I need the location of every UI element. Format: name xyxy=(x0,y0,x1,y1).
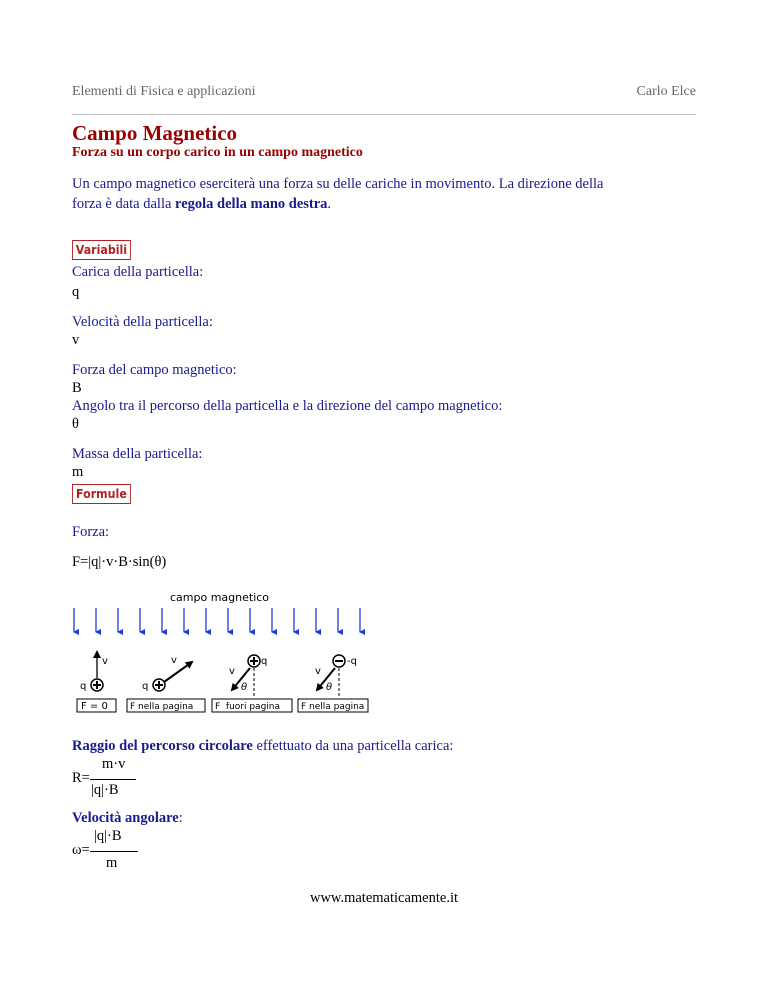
variable-symbol-field: B xyxy=(72,380,82,396)
velocity-label: v xyxy=(229,666,235,677)
variables-button[interactable]: Variabili xyxy=(72,240,131,260)
velocity-arrow xyxy=(164,662,192,682)
velocity-label: v xyxy=(102,656,108,667)
radius-label-bold: Raggio del percorso circolare xyxy=(72,738,253,754)
velocity-label: v xyxy=(315,666,321,677)
variable-symbol-velocity: v xyxy=(72,332,80,348)
case-into-page xyxy=(127,655,205,712)
angle-label: θ xyxy=(326,682,333,693)
field-caption: campo magnetico xyxy=(170,591,270,604)
radius-label-rest: effettuato da una particella carica: xyxy=(252,738,454,754)
page-title: Campo Magnetico xyxy=(72,121,238,145)
force-box-label-2: F nella pagina xyxy=(130,702,194,712)
radius-label xyxy=(72,738,453,755)
force-label: Forza: xyxy=(72,524,110,540)
intro-line-2 xyxy=(72,194,672,214)
omega-numerator: |q|·B xyxy=(94,828,122,844)
case-negative-charge xyxy=(298,655,368,712)
case-parallel xyxy=(77,652,116,712)
omega-label-rest: : xyxy=(178,810,183,826)
force-box-label-4: F nella pagina xyxy=(301,702,365,712)
intro-line-2-text: forza è data dalla xyxy=(72,196,176,212)
radius-formula xyxy=(72,756,152,808)
angle-label: θ xyxy=(241,682,248,693)
page-footer: www.matematicamente.it xyxy=(309,890,459,906)
omega-label xyxy=(72,810,183,827)
variable-symbol-angle: θ xyxy=(72,416,79,432)
magnetic-field-figure xyxy=(66,586,376,718)
charge-label: q xyxy=(142,681,149,692)
variable-label-velocity: Velocità della particella: xyxy=(72,314,213,330)
omega-lhs: ω= xyxy=(72,842,90,858)
header-divider xyxy=(72,114,696,115)
force-box-label-3: F fuori pagina xyxy=(215,702,280,712)
header-right: Carlo Elce xyxy=(636,84,696,99)
formulas-button[interactable]: Formule xyxy=(72,484,131,504)
intro-line-2-end: . xyxy=(327,196,332,212)
omega-fraction-bar xyxy=(90,851,138,852)
variable-label-mass: Massa della particella: xyxy=(72,446,203,462)
charge-label: q xyxy=(261,656,268,667)
negative-charge-label: -q xyxy=(347,656,357,667)
case-out-of-page xyxy=(212,655,292,712)
right-hand-rule-link[interactable]: regola della mano destra xyxy=(175,196,328,212)
header-left: Elementi di Fisica e applicazioni xyxy=(72,84,256,99)
variable-symbol-charge: q xyxy=(72,284,80,300)
velocity-label: v xyxy=(171,655,177,666)
page-subtitle: Forza su un corpo carico in un campo magnetico xyxy=(72,145,363,160)
intro-paragraph xyxy=(72,174,672,214)
omega-label-bold: Velocità angolare xyxy=(72,810,179,826)
variable-label-charge: Carica della particella: xyxy=(72,264,204,280)
charge-label: q xyxy=(80,681,87,692)
radius-denominator: |q|·B xyxy=(91,782,119,798)
omega-denominator: m xyxy=(106,855,118,871)
page-header xyxy=(72,80,696,102)
field-arrows xyxy=(74,608,360,632)
radius-numerator: m·v xyxy=(102,756,126,772)
force-box-label-1: F = 0 xyxy=(81,701,108,712)
radius-fraction-bar xyxy=(90,779,136,780)
radius-lhs: R= xyxy=(72,770,90,786)
omega-formula xyxy=(72,828,152,874)
force-formula: F=|q|·v·B·sin(θ) xyxy=(72,554,167,570)
variable-label-field: Forza del campo magnetico: xyxy=(72,362,237,378)
variable-label-angle: Angolo tra il percorso della particella e la direzione del campo magnetico: xyxy=(72,398,503,414)
variable-symbol-mass: m xyxy=(72,464,84,480)
intro-line-1: Un campo magnetico eserciterà una forza su delle cariche in movimento. La direzione della xyxy=(72,176,604,192)
